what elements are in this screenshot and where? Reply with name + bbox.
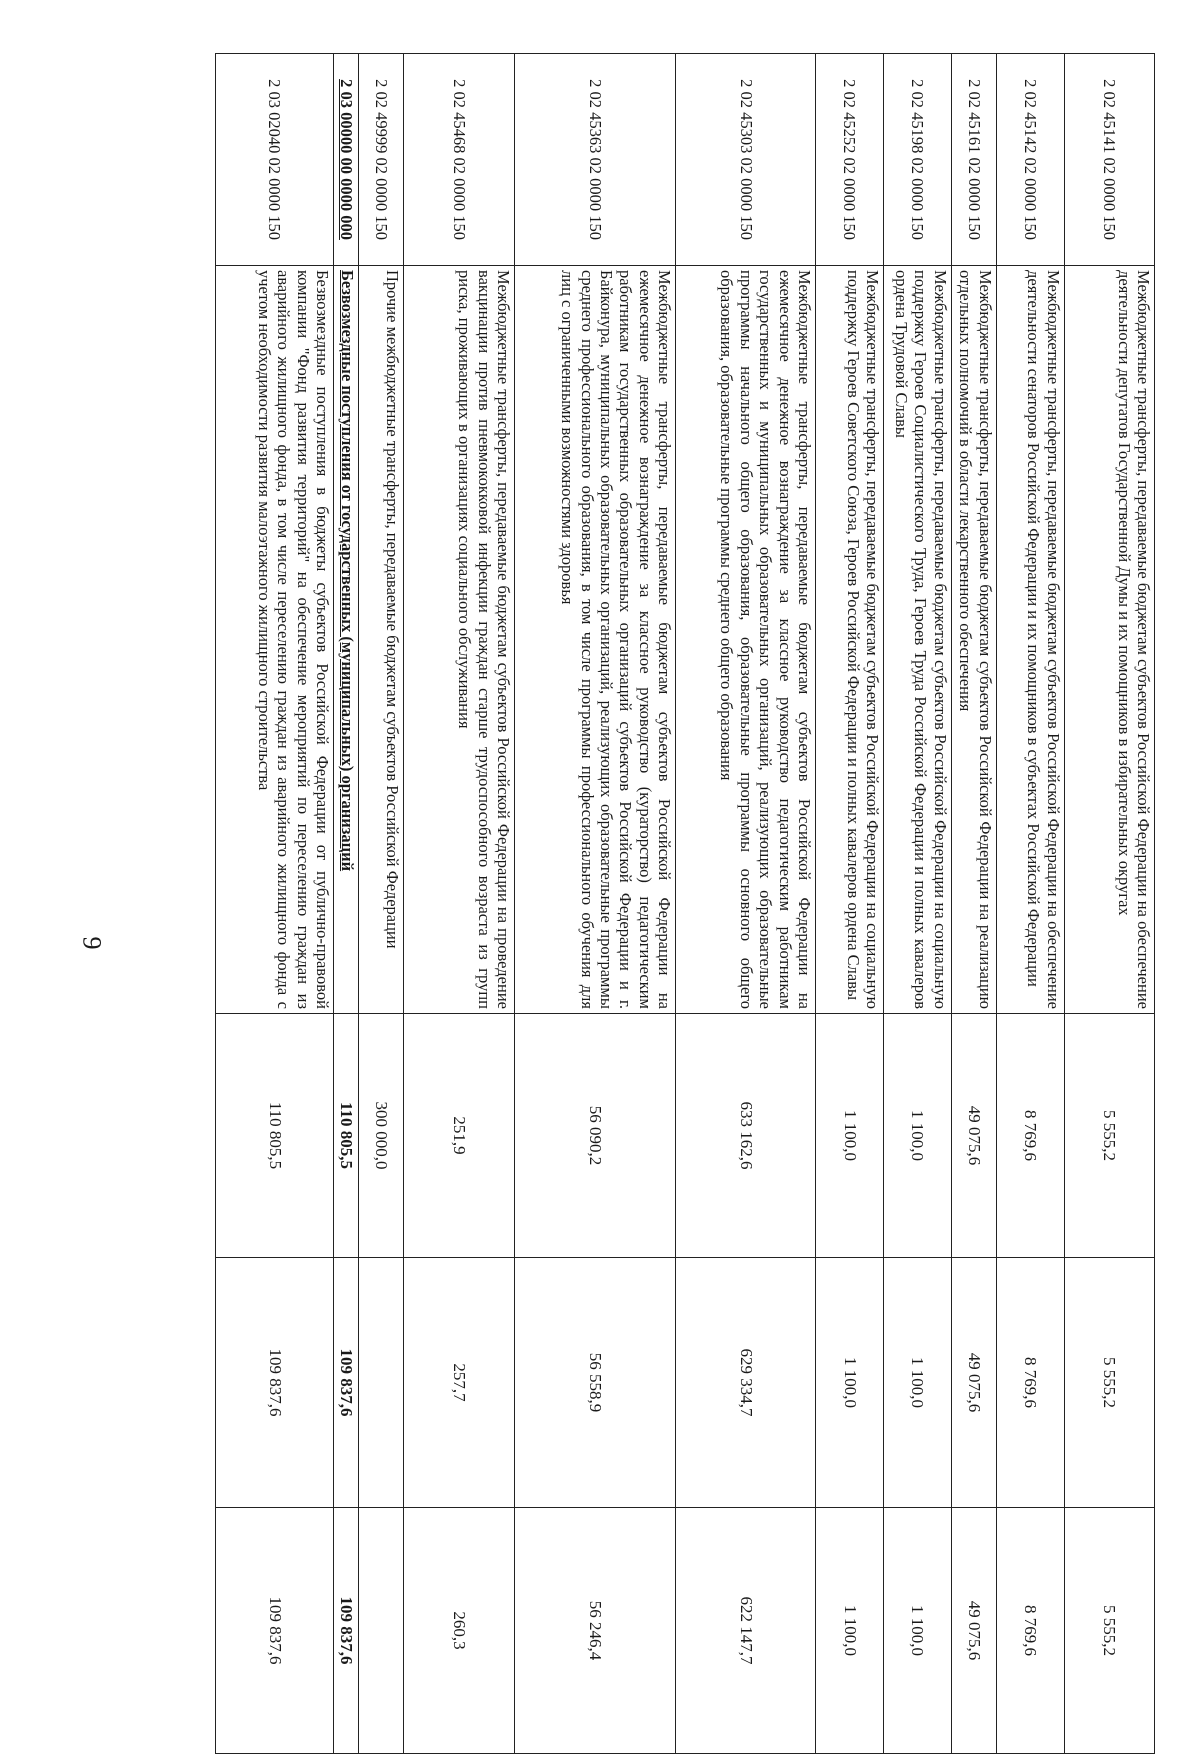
budget-table xyxy=(215,53,1155,1754)
amount-year3-cell: 260,3 xyxy=(404,1508,515,1754)
amount-year2-cell: 1 100,0 xyxy=(883,1258,951,1508)
amount-year2-cell: 5 555,2 xyxy=(1064,1258,1154,1508)
amount-year1-cell: 1 100,0 xyxy=(816,1014,884,1258)
table-row-subtotal xyxy=(334,54,359,1754)
income-name-cell: Межбюджетные трансферты, передаваемые бюджетам субъектов Российской Федерации на ежемесячное денежное вознаграждение за классное руководство (кураторство) педагогическим работникам государственных образовательных организаций субъектов Российской Федерации и г. Байконура, муниципальных образовательных организаций, реализующих образовательные программы среднего профессионального образования, в том числе программы профессионального обучения для лиц с ограниченными возможностями здоровья xyxy=(515,266,676,1014)
amount-year1-cell: 110 805,5 xyxy=(334,1014,359,1258)
income-name-cell: Безвозмездные поступления в бюджеты субъектов Российской Федерации от публично-правовой компании "Фонд развития территорий" на обеспечение мероприятий по переселению граждан из аварийного жилищного фонда, в том числе переселению граждан из аварийного жилищного фонда с учетом необходимости развития малоэтажного жилищного строительства xyxy=(216,266,334,1014)
amount-year2-cell: 109 837,6 xyxy=(216,1258,334,1508)
amount-year2-cell: 1 100,0 xyxy=(816,1258,884,1508)
table-row xyxy=(359,54,404,1754)
table-row xyxy=(816,54,884,1754)
amount-year3-cell: 109 837,6 xyxy=(334,1508,359,1754)
amount-year3-cell: 56 246,4 xyxy=(515,1508,676,1754)
income-name-cell: Межбюджетные трансферты, передаваемые бюджетам субъектов Российской Федерации на проведение вакцинации против пневмококковой инфекции граждан старше трудоспособного возраста из групп риска, проживающих в организациях социального обслуживания xyxy=(404,266,515,1014)
budget-code-cell: 2 02 49999 02 0000 150 xyxy=(359,54,404,266)
budget-code-cell: 2 03 00000 00 0000 000 xyxy=(334,54,359,266)
amount-year3-cell: 49 075,6 xyxy=(951,1508,996,1754)
income-name-cell: Межбюджетные трансферты, передаваемые бюджетам субъектов Российской Федерации на реализацию отдельных полномочий в области лекарственного обеспечения xyxy=(951,266,996,1014)
amount-year1-cell: 633 162,6 xyxy=(676,1014,816,1258)
budget-code-cell: 2 02 45252 02 0000 150 xyxy=(816,54,884,266)
budget-code-cell: 2 03 02040 02 0000 150 xyxy=(216,54,334,266)
amount-year2-cell: 8 769,6 xyxy=(996,1258,1064,1508)
amount-year3-cell: 5 555,2 xyxy=(1064,1508,1154,1754)
amount-year2-cell: 109 837,6 xyxy=(334,1258,359,1508)
table-row xyxy=(676,54,816,1754)
income-name-cell: Прочие межбюджетные трансферты, передаваемые бюджетам субъектов Российской Федерации xyxy=(359,266,404,1014)
amount-year3-cell: 1 100,0 xyxy=(883,1508,951,1754)
amount-year2-cell: 629 334,7 xyxy=(676,1258,816,1508)
amount-year2-cell: 49 075,6 xyxy=(951,1258,996,1508)
budget-code-cell: 2 02 45303 02 0000 150 xyxy=(676,54,816,266)
amount-year1-cell: 5 555,2 xyxy=(1064,1014,1154,1258)
table-row xyxy=(996,54,1064,1754)
budget-code-cell: 2 02 45142 02 0000 150 xyxy=(996,54,1064,266)
amount-year3-cell: 1 100,0 xyxy=(816,1508,884,1754)
budget-code-cell: 2 02 45198 02 0000 150 xyxy=(883,54,951,266)
budget-code-cell: 2 02 45468 02 0000 150 xyxy=(404,54,515,266)
amount-year1-cell: 49 075,6 xyxy=(951,1014,996,1258)
income-name-cell: Межбюджетные трансферты, передаваемые бюджетам субъектов Российской Федерации на социальную поддержку Героев Советского Союза, Героев Российской Федерации и полных кавалеров ордена Славы xyxy=(816,266,884,1014)
amount-year1-cell: 251,9 xyxy=(404,1014,515,1258)
table-row xyxy=(883,54,951,1754)
amount-year1-cell: 1 100,0 xyxy=(883,1014,951,1258)
amount-year2-cell: 257,7 xyxy=(404,1258,515,1508)
amount-year3-cell: 109 837,6 xyxy=(216,1508,334,1754)
table-row xyxy=(515,54,676,1754)
amount-year3-cell: 8 769,6 xyxy=(996,1508,1064,1754)
budget-code-cell: 2 02 45141 02 0000 150 xyxy=(1064,54,1154,266)
amount-year3-cell xyxy=(359,1508,404,1754)
table-row xyxy=(1064,54,1154,1754)
table-row xyxy=(951,54,996,1754)
table-row xyxy=(404,54,515,1754)
amount-year1-cell: 300 000,0 xyxy=(359,1014,404,1258)
amount-year1-cell: 8 769,6 xyxy=(996,1014,1064,1258)
income-name-cell: Межбюджетные трансферты, передаваемые бюджетам субъектов Российской Федерации на ежемесячное денежное вознаграждение за классное руководство педагогическим работникам государственных и муниципальных образовательных организаций, реализующих образовательные программы начального общего образования, образовательные программы основного общего образования, образовательные программы среднего общего образования xyxy=(676,266,816,1014)
income-name-cell: Межбюджетные трансферты, передаваемые бюджетам субъектов Российской Федерации на обеспечение деятельности сенаторов Российской Федерации и их помощников в субъектах Российской Федерации xyxy=(996,266,1064,1014)
amount-year3-cell: 622 147,7 xyxy=(676,1508,816,1754)
budget-code-cell: 2 02 45161 02 0000 150 xyxy=(951,54,996,266)
budget-table-wrapper xyxy=(215,53,1155,1753)
budget-code-cell: 2 02 45363 02 0000 150 xyxy=(515,54,676,266)
page-number: 9 xyxy=(77,936,107,950)
amount-year1-cell: 110 805,5 xyxy=(216,1014,334,1258)
income-name-cell: Безвозмездные поступления от государственных (муниципальных) организаций xyxy=(334,266,359,1014)
income-name-cell: Межбюджетные трансферты, передаваемые бюджетам субъектов Российской Федерации на социальную поддержку Героев Социалистического Труда, Героев Труда Российской Федерации и полных кавалеров ордена Трудовой Славы xyxy=(883,266,951,1014)
amount-year1-cell: 56 090,2 xyxy=(515,1014,676,1258)
table-row xyxy=(216,54,334,1754)
income-name-cell: Межбюджетные трансферты, передаваемые бюджетам субъектов Российской Федерации на обеспечение деятельности депутатов Государственной Думы и их помощников в избирательных округах xyxy=(1064,266,1154,1014)
amount-year2-cell: 56 558,9 xyxy=(515,1258,676,1508)
amount-year2-cell xyxy=(359,1258,404,1508)
